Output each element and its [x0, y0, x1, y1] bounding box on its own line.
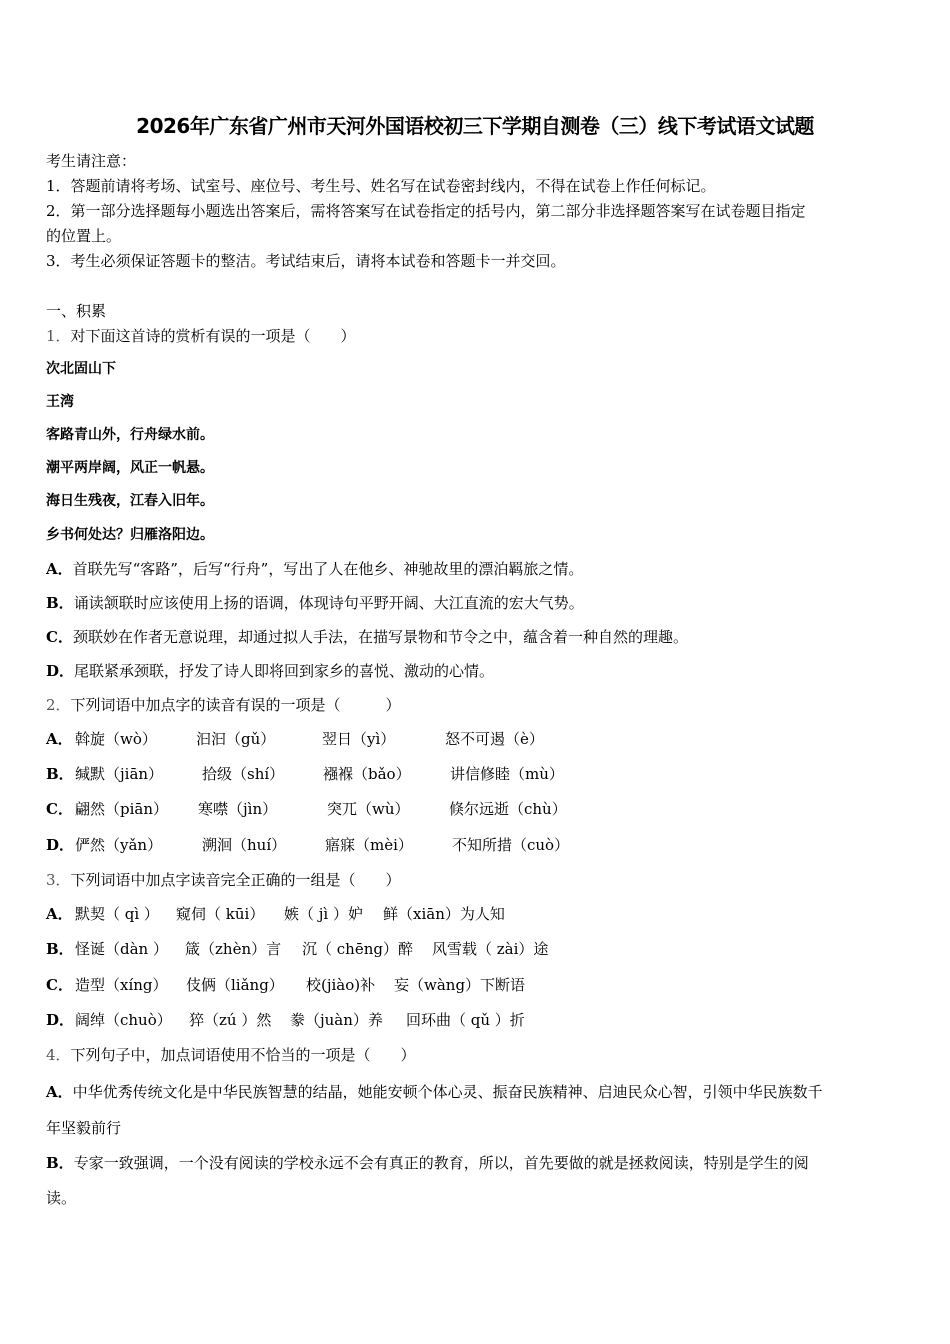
stem-text: 下列句子中，加点词语使用不恰当的一项是（ ） [70, 1046, 416, 1064]
option-item: 怒不可遏（è） [445, 730, 544, 748]
poem-title: 次北固山下 [46, 361, 116, 377]
option-text: 颈联妙在作者无意说理，却通过拟人手法，在描写景物和节令之中，蕴含着一种自然的理趣。 [72, 628, 688, 646]
option-item: 妄（wàng）下断语 [394, 976, 526, 994]
option-c [46, 976, 906, 994]
option-item: 翌日（yì） [322, 730, 396, 748]
option-label: A． [46, 730, 73, 748]
question-number: 4． [46, 1046, 71, 1064]
option-item: 溯洄（huí） [202, 836, 287, 854]
question-number: 3． [46, 871, 71, 889]
option-label: D． [46, 1011, 75, 1029]
notice-item: 2．第一部分选择题每小题选出答案后，需将答案写在试卷指定的括号内，第二部分非选择题答案写在试卷题目指定 [46, 202, 806, 220]
question-2-stem [46, 696, 401, 714]
poem-line: 客路青山外，行舟绿水前。 [46, 427, 214, 443]
option-c [46, 628, 688, 646]
option-item: 猝（zú ）然 [189, 1011, 272, 1029]
option-item: 突兀（wù） [327, 800, 410, 818]
option-item: 不知所措（cuò） [452, 836, 570, 854]
option-label: C． [46, 628, 73, 646]
stem-text: 对下面这首诗的赏析有误的一项是（ ） [70, 327, 356, 345]
stem-text: 下列词语中加点字的读音有误的一项是（ ） [70, 696, 401, 714]
option-b [46, 940, 906, 958]
option-text: 诵读颔联时应该使用上扬的语调，体现诗句平野开阔、大江直流的宏大气势。 [73, 594, 584, 612]
option-b [46, 594, 584, 612]
option-b-continued: 读。 [46, 1189, 77, 1207]
page-title: 2026年广东省广州市天河外国语校初三下学期自测卷（三）线下考试语文试题 [136, 114, 814, 138]
poem-line: 乡书何处达？归雁洛阳边。 [46, 527, 214, 543]
option-item: 怪诞（dàn ） [75, 940, 168, 958]
stem-text: 下列词语中加点字读音完全正确的一组是（ ） [70, 871, 401, 889]
option-a-continued: 年坚毅前行 [46, 1119, 122, 1137]
option-label: B． [46, 594, 74, 612]
question-number: 2． [46, 696, 71, 714]
option-item: 造型（xíng） [75, 976, 168, 994]
option-item: 拾级（shí） [202, 765, 285, 783]
option-d [46, 1011, 906, 1029]
option-label: A． [46, 1083, 73, 1101]
option-item: 翩然（piān） [75, 800, 169, 818]
poem-line: 潮平两岸阔，风正一帆悬。 [46, 460, 214, 476]
option-text: 专家一致强调，一个没有阅读的学校永远不会有真正的教育，所以，首先要做的就是拯救阅读，特别是学生的阅 [73, 1154, 809, 1172]
option-label: B． [46, 940, 74, 958]
option-item: 汩汩（gǔ） [196, 730, 276, 748]
option-a [46, 905, 906, 923]
option-item: 寤寐（mèi） [325, 836, 413, 854]
option-a [46, 1083, 823, 1101]
option-item: 襁褓（bǎo） [323, 765, 411, 783]
question-4-stem [46, 1046, 416, 1064]
option-item: 俨然（yǎn） [75, 836, 163, 854]
option-item: 伎俩（liǎng） [186, 976, 284, 994]
option-item: 窥伺（ kūi） [176, 905, 265, 923]
option-a [46, 560, 583, 578]
option-label: D． [46, 662, 75, 680]
option-b [46, 1154, 809, 1172]
option-a [46, 730, 906, 748]
question-number: 1． [46, 327, 71, 345]
option-b [46, 765, 906, 783]
option-item: 校(jiào)补 [306, 976, 376, 994]
notice-item: 3．考生必须保证答题卡的整洁。考试结束后，请将本试卷和答题卡一并交回。 [46, 252, 566, 270]
option-item: 讲信修睦（mù） [450, 765, 564, 783]
option-label: D． [46, 836, 75, 854]
option-text: 尾联紧承颈联，抒发了诗人即将回到家乡的喜悦、激动的心情。 [74, 662, 495, 680]
option-label: A． [46, 560, 73, 578]
option-item: 风雪载（ zài）途 [432, 940, 549, 958]
option-label: B． [46, 1154, 74, 1172]
option-d [46, 662, 494, 680]
notice-item: 的位置上。 [46, 227, 122, 245]
option-d [46, 836, 906, 854]
question-1-stem [46, 327, 356, 345]
option-item: 回环曲（ qǔ ）折 [406, 1011, 525, 1029]
option-item: 阔绰（chuò） [75, 1011, 172, 1029]
option-label: C． [46, 800, 73, 818]
option-text: 中华优秀传统文化是中华民族智慧的结晶，她能安顿个体心灵、振奋民族精神、启迪民众心智，引领中华民族数千 [72, 1083, 823, 1101]
option-item: 寒噤（jìn） [198, 800, 278, 818]
poem-line: 海日生残夜，江春入旧年。 [46, 493, 214, 509]
option-item: 斡旋（wò） [75, 730, 157, 748]
poem-author: 王湾 [46, 394, 74, 410]
option-item: 缄默（jiān） [75, 765, 164, 783]
option-item: 嫉（ jì ）妒 [284, 905, 363, 923]
option-text: 首联先写“客路”，后写“行舟”，写出了人在他乡、神驰故里的漂泊羁旅之情。 [72, 560, 584, 578]
option-label: C． [46, 976, 73, 994]
option-item: 鲜（xiān）为人知 [383, 905, 505, 923]
option-label: A． [46, 905, 73, 923]
option-item: 默契（ qì ） [75, 905, 159, 923]
option-label: B． [46, 765, 74, 783]
option-item: 箴（zhèn）言 [185, 940, 282, 958]
option-item: 沉（ chēng）醉 [302, 940, 413, 958]
option-item: 豢（juàn）养 [290, 1011, 383, 1029]
option-item: 倏尔远逝（chù） [449, 800, 567, 818]
option-c [46, 800, 906, 818]
notice-item: 1．答题前请将考场、试室号、座位号、考生号、姓名写在试卷密封线内，不得在试卷上作任何标记。 [46, 177, 716, 195]
notice-heading: 考生请注意： [46, 152, 137, 170]
question-3-stem [46, 871, 401, 889]
section-heading: 一、积累 [46, 302, 107, 320]
